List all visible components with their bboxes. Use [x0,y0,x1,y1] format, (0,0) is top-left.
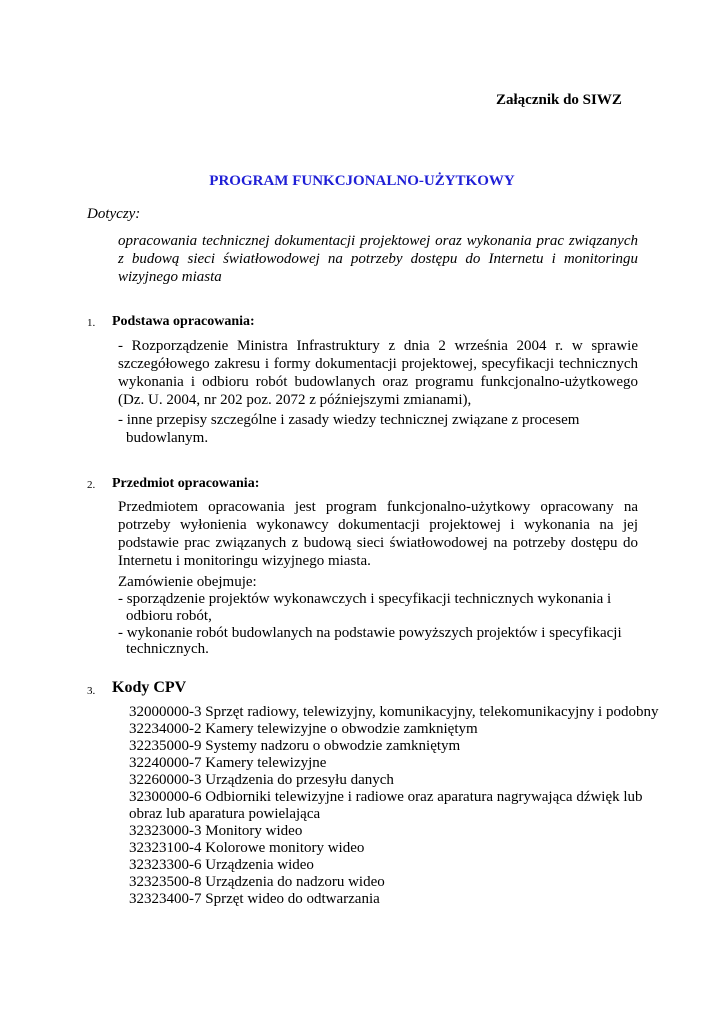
section-3-number: 3. [87,685,96,697]
subject-text: opracowania technicznej dokumentacji projektowej oraz wykonania prac związanych z budową sieci światłowodowej na potrzeby dostępu do Internetu i monitoringu wizyjnego miasta [118,233,638,285]
section-2-scope-label: Zamówienie obejmuje: [118,574,257,590]
section-3-title: Kody CPV [112,679,187,696]
cpv-code-line: 32323100-4 Kolorowe monitory wideo [129,840,365,856]
cpv-code-list [129,704,658,908]
cpv-code-line: 32300000-6 Odbiorniki telewizyjne i radiowe oraz aparatura nagrywająca dźwięk lub [129,789,643,805]
section-2-scope-item-2-line-1: - wykonanie robót budowlanych na podstawie powyższych projektów i specyfikacji [118,625,622,641]
cpv-code-line: 32000000-3 Sprzęt radiowy, telewizyjny, komunikacyjny, telekomunikacyjny i podobny [129,704,659,720]
cpv-code-line: 32323500-8 Urządzenia do nadzoru wideo [129,874,385,890]
cpv-code-line: 32240000-7 Kamery telewizyjne [129,755,327,771]
section-2-paragraph: Przedmiotem opracowania jest program funkcjonalno-użytkowy opracowany na potrzeby wyłonienia wykonawcy dokumentacji projektowej i wykonania na jej podstawie prac związanych z budową sieci światłowodowej na potrzeby dostępu do Internetu i monitoringu wizyjnego miasta. [118,499,638,569]
subject-label: Dotyczy: [87,206,141,222]
section-2-scope-item-2-line-2: technicznych. [126,641,209,657]
cpv-code-line: 32260000-3 Urządzenia do przesyłu danych [129,772,394,788]
section-1-paragraph-1: - Rozporządzenie Ministra Infrastruktury z dnia 2 września 2004 r. w sprawie szczegółowego zakresu i formy dokumentacji projektowej, specyfikacji technicznych wykonania i odbioru robót budowlanych oraz programu funkcjonalno-użytkowego (Dz. U. 2004, nr 202 poz. 2072 z późniejszymi zmianami), [118,338,638,408]
cpv-code-line: 32323000-3 Monitory wideo [129,823,303,839]
section-2-number: 2. [87,479,96,491]
cpv-code-line: 32235000-9 Systemy nadzoru o obwodzie zamkniętym [129,738,461,754]
cpv-code-line: 32323400-7 Sprzęt wideo do odtwarzania [129,891,380,907]
cpv-code-line: 32234000-2 Kamery telewizyjne o obwodzie zamkniętym [129,721,478,737]
section-1-number: 1. [87,317,96,329]
document-title: PROGRAM FUNKCJONALNO-UŻYTKOWY [209,173,515,189]
section-1-title: Podstawa opracowania: [112,314,255,329]
section-2-scope-item-1-line-2: odbioru robót, [126,608,212,624]
attachment-label: Załącznik do SIWZ [496,92,622,108]
section-1-paragraph-2-line-1: - inne przepisy szczególne i zasady wiedzy technicznej związane z procesem [118,412,580,428]
section-2-scope-item-1-line-1: - sporządzenie projektów wykonawczych i specyfikacji technicznych wykonania i [118,591,612,607]
section-1-paragraph-2-line-2: budowlanym. [126,430,209,446]
cpv-code-line: obraz lub aparatura powielająca [129,806,321,822]
cpv-code-line: 32323300-6 Urządzenia wideo [129,857,314,873]
section-2-title: Przedmiot opracowania: [112,476,260,491]
